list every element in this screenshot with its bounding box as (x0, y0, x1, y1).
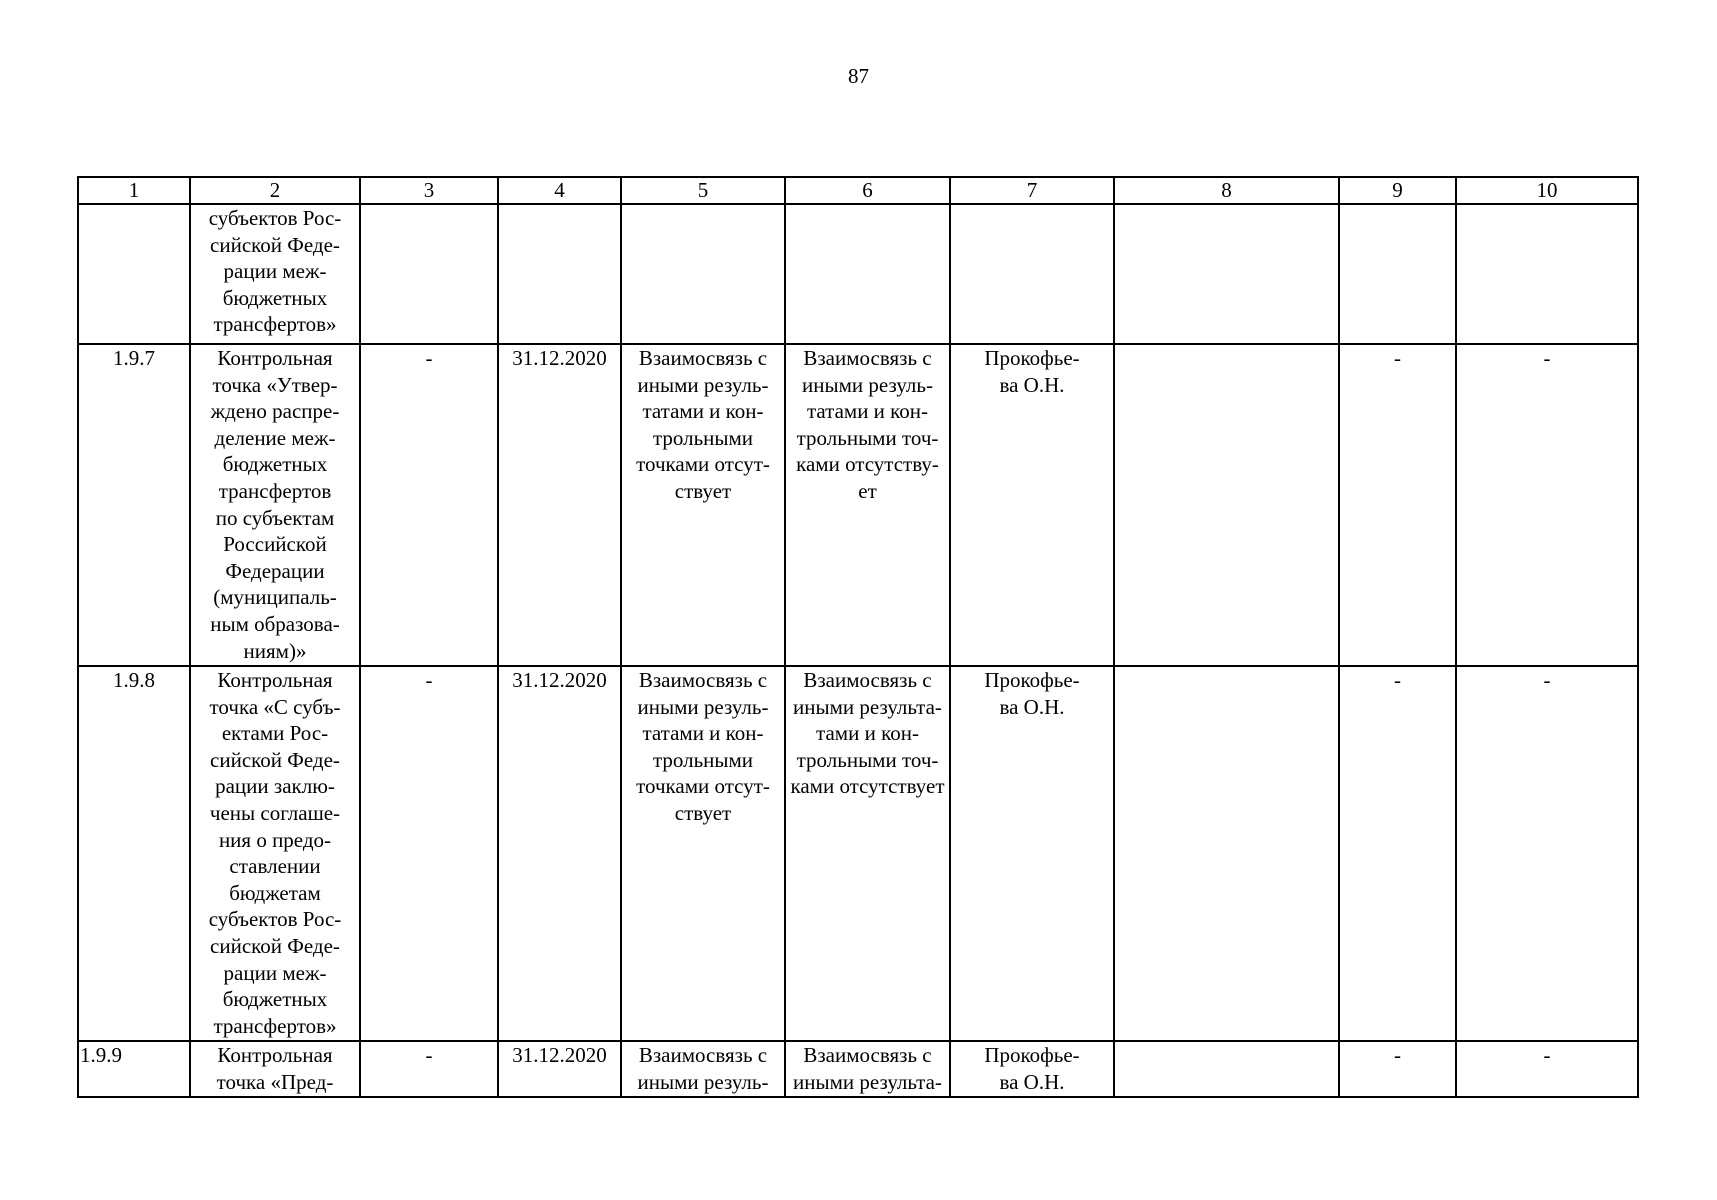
event-name-cell: Контрольная точка «С субъ- ектами Рос- сийской Феде- рации заклю- чены соглаше- ния о предо- ставлении бюджетам субъектов Рос- сийской Феде- рации меж- бюджетных трансфертов» (190, 666, 360, 1041)
cell-col9 (1339, 204, 1456, 344)
row-number-cell (78, 204, 190, 344)
column-header: 10 (1456, 177, 1638, 204)
cell-col3: - (360, 1041, 498, 1097)
column-header: 7 (950, 177, 1114, 204)
cell-col10: - (1456, 344, 1638, 666)
table-row (78, 204, 1638, 344)
row-number-cell: 1.9.8 (78, 666, 190, 1041)
cell-col8 (1114, 666, 1339, 1041)
date-cell (498, 204, 621, 344)
date-cell: 31.12.2020 (498, 344, 621, 666)
cell-col10: - (1456, 1041, 1638, 1097)
event-name-cell: Контрольная точка «Пред- (190, 1041, 360, 1097)
cell-col6: Взаимосвязь с иными резуль- татами и кон- трольными точ- ками отсутству- ет (785, 344, 950, 666)
cell-col8 (1114, 1041, 1339, 1097)
cell-col6: Взаимосвязь с иными результа- (785, 1041, 950, 1097)
table-row (78, 666, 1638, 1041)
responsible-cell: Прокофье- ва О.Н. (950, 1041, 1114, 1097)
column-header: 3 (360, 177, 498, 204)
date-cell: 31.12.2020 (498, 666, 621, 1041)
page-number: 87 (848, 64, 869, 88)
table-row (78, 1041, 1638, 1097)
cell-col10: - (1456, 666, 1638, 1041)
cell-col9: - (1339, 666, 1456, 1041)
column-header: 4 (498, 177, 621, 204)
cell-col5: Взаимосвязь с иными резуль- татами и кон- трольными точками отсут- ствует (621, 666, 785, 1041)
column-header: 9 (1339, 177, 1456, 204)
cell-col8 (1114, 344, 1339, 666)
column-header: 2 (190, 177, 360, 204)
column-header: 6 (785, 177, 950, 204)
cell-col10 (1456, 204, 1638, 344)
responsible-cell (950, 204, 1114, 344)
cell-col6 (785, 204, 950, 344)
responsible-cell: Прокофье- ва О.Н. (950, 666, 1114, 1041)
cell-col3: - (360, 344, 498, 666)
cell-col3: - (360, 666, 498, 1041)
cell-col8 (1114, 204, 1339, 344)
column-header: 8 (1114, 177, 1339, 204)
header-row (78, 177, 1638, 204)
column-header: 5 (621, 177, 785, 204)
cell-col9: - (1339, 1041, 1456, 1097)
event-name-cell: Контрольная точка «Утвер- ждено распре- деление меж- бюджетных трансфертов по субъектам Российской Федерации (муниципаль- ным образова- ниям)» (190, 344, 360, 666)
date-cell: 31.12.2020 (498, 1041, 621, 1097)
plan-table (77, 176, 1639, 1098)
cell-col3 (360, 204, 498, 344)
row-number-cell: 1.9.9 (78, 1041, 190, 1097)
cell-col5: Взаимосвязь с иными резуль- (621, 1041, 785, 1097)
event-name-cell: субъектов Рос- сийской Феде- рации меж- бюджетных трансфертов» (190, 204, 360, 344)
cell-col6: Взаимосвязь с иными результа- тами и кон- трольными точ- ками отсутствует (785, 666, 950, 1041)
cell-col5: Взаимосвязь с иными резуль- татами и кон- трольными точками отсут- ствует (621, 344, 785, 666)
column-header: 1 (78, 177, 190, 204)
row-number-cell: 1.9.7 (78, 344, 190, 666)
cell-col9: - (1339, 344, 1456, 666)
cell-col5 (621, 204, 785, 344)
responsible-cell: Прокофье- ва О.Н. (950, 344, 1114, 666)
table-row (78, 344, 1638, 666)
